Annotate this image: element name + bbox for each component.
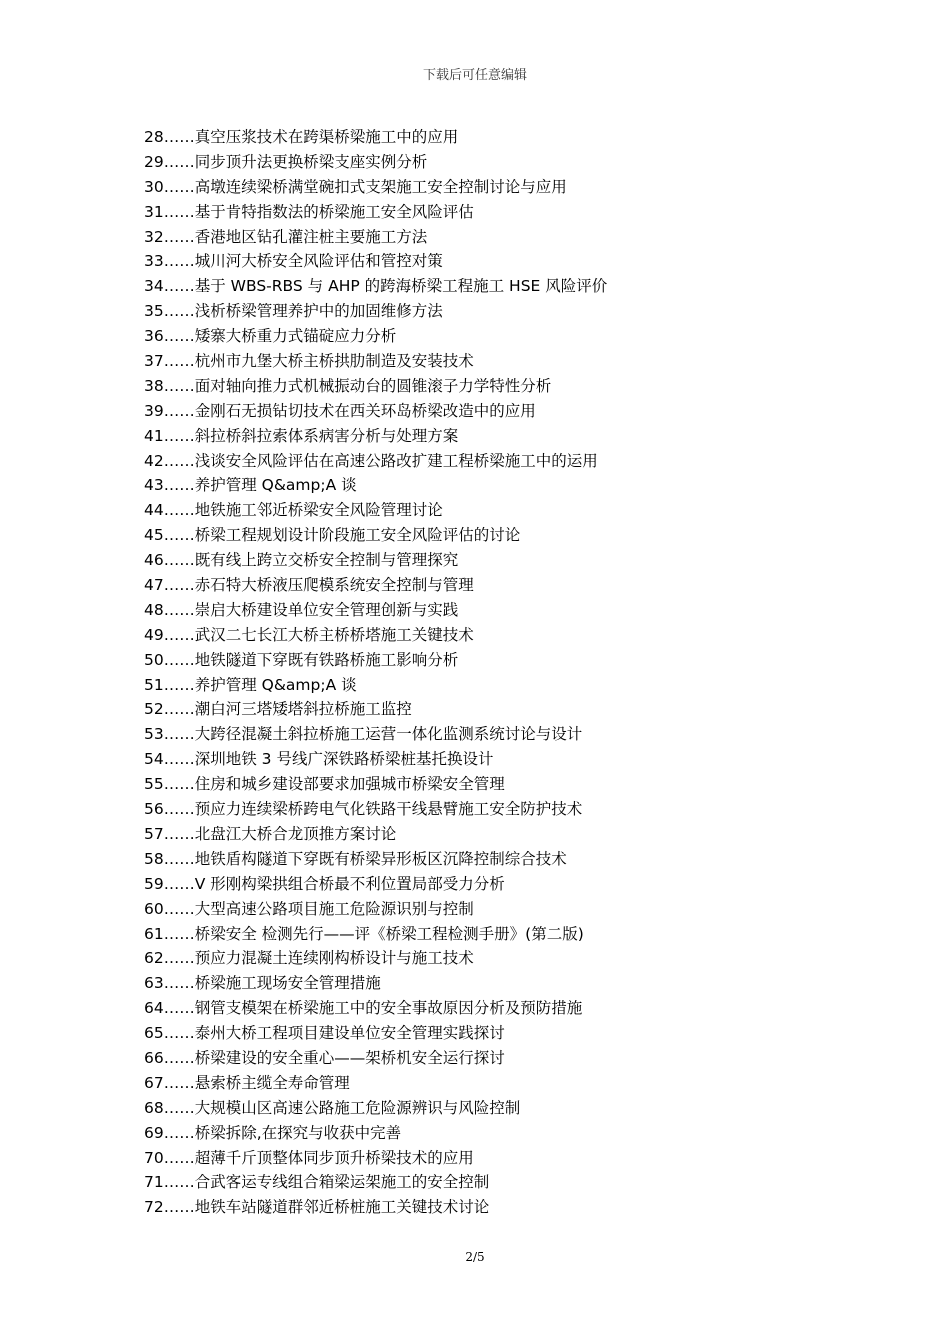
toc-entry: 37……杭州市九堡大桥主桥拱肋制造及安装技术: [144, 352, 474, 371]
page-number: 2/5: [465, 1250, 485, 1264]
toc-entry: 35……浅析桥梁管理养护中的加固维修方法: [144, 302, 443, 321]
toc-entry: 54……深圳地铁 3 号线广深铁路桥梁桩基托换设计: [144, 750, 494, 769]
toc-entry: 58……地铁盾构隧道下穿既有桥梁异形板区沉降控制综合技术: [144, 849, 567, 868]
toc-entry: 56……预应力连续梁桥跨电气化铁路干线悬臂施工安全防护技术: [144, 800, 583, 819]
toc-entry: 68……大规模山区高速公路施工危险源辨识与风险控制: [144, 1098, 521, 1117]
toc-entry: 47……赤石特大桥液压爬模系统安全控制与管理: [144, 576, 474, 595]
toc-entry: 29……同步顶升法更换桥梁支座实例分析: [144, 152, 428, 171]
toc-entry: 65……泰州大桥工程项目建设单位安全管理实践探讨: [144, 1024, 505, 1043]
toc-entry: 48……崇启大桥建设单位安全管理创新与实践: [144, 600, 459, 619]
toc-entry: 45……桥梁工程规划设计阶段施工安全风险评估的讨论: [144, 526, 521, 545]
toc-entry: 31……基于肯特指数法的桥梁施工安全风险评估: [144, 202, 474, 221]
toc-entry: 64……钢管支模架在桥梁施工中的安全事故原因分析及预防措施: [144, 999, 583, 1018]
toc-entry: 34……基于 WBS-RBS 与 AHP 的跨海桥梁工程施工 HSE 风险评价: [144, 277, 608, 296]
toc-entry: 36……矮寨大桥重力式锚碇应力分析: [144, 327, 397, 346]
toc-entry: 72……地铁车站隧道群邻近桥桩施工关键技术讨论: [144, 1198, 490, 1217]
toc-entry: 38……面对轴向推力式机械振动台的圆锥滚子力学特性分析: [144, 376, 552, 395]
toc-entry: 59……V 形刚构梁拱组合桥最不利位置局部受力分析: [144, 874, 505, 893]
page-header: 下载后可任意编辑: [422, 68, 527, 83]
toc-entry: 55……住房和城乡建设部要求加强城市桥梁安全管理: [144, 775, 505, 794]
toc-entry: 28……真空压浆技术在跨渠桥梁施工中的应用: [144, 128, 459, 146]
toc-entry: 60……大型高速公路项目施工危险源识别与控制: [144, 899, 474, 918]
toc-entry: 53……大跨径混凝土斜拉桥施工运营一体化监测系统讨论与设计: [144, 725, 583, 744]
toc-entry: 41……斜拉桥斜拉索体系病害分析与处理方案: [144, 426, 459, 445]
toc-entry: 32……香港地区钻孔灌注桩主要施工方法: [144, 227, 428, 246]
toc-entry: 63……桥梁施工现场安全管理措施: [144, 974, 381, 993]
toc-entry: 39……金刚石无损钻切技术在西关环岛桥梁改造中的应用: [144, 401, 536, 420]
toc-entry: 61……桥梁安全 检测先行——评《桥梁工程检测手册》(第二版): [144, 924, 584, 943]
toc-entry: 71……合武客运专线组合箱梁运架施工的安全控制: [144, 1173, 490, 1192]
toc-list: [144, 125, 864, 1220]
toc-entry: 49……武汉二七长江大桥主桥桥塔施工关键技术: [144, 625, 474, 644]
toc-entry: 46……既有线上跨立交桥安全控制与管理探究: [144, 551, 459, 570]
toc-entry: 42……浅谈安全风险评估在高速公路改扩建工程桥梁施工中的运用: [144, 451, 598, 470]
toc-entry: 62……预应力混凝土连续刚构桥设计与施工技术: [144, 949, 474, 968]
toc-entry: 44……地铁施工邻近桥梁安全风险管理讨论: [144, 501, 443, 520]
toc-entry: 69……桥梁拆除,在探究与收获中完善: [144, 1123, 402, 1142]
toc-entry: 66……桥梁建设的安全重心——架桥机安全运行探讨: [144, 1048, 505, 1067]
toc-entry: 33……城川河大桥安全风险评估和管控对策: [144, 252, 443, 271]
toc-entry: 52……潮白河三塔矮塔斜拉桥施工监控: [144, 700, 412, 719]
toc-entry: 70……超薄千斤顶整体同步顶升桥梁技术的应用: [144, 1148, 474, 1167]
toc-entry: 50……地铁隧道下穿既有铁路桥施工影响分析: [144, 650, 459, 669]
toc-entry: 30……高墩连续梁桥满堂碗扣式支架施工安全控制讨论与应用: [144, 177, 567, 196]
toc-entry: 51……养护管理 Q&amp;A 谈: [144, 675, 357, 694]
toc-entry: 43……养护管理 Q&amp;A 谈: [144, 476, 357, 495]
toc-entry: 67……悬索桥主缆全寿命管理: [144, 1073, 350, 1092]
toc-entry: 57……北盘江大桥合龙顶推方案讨论: [144, 824, 397, 843]
